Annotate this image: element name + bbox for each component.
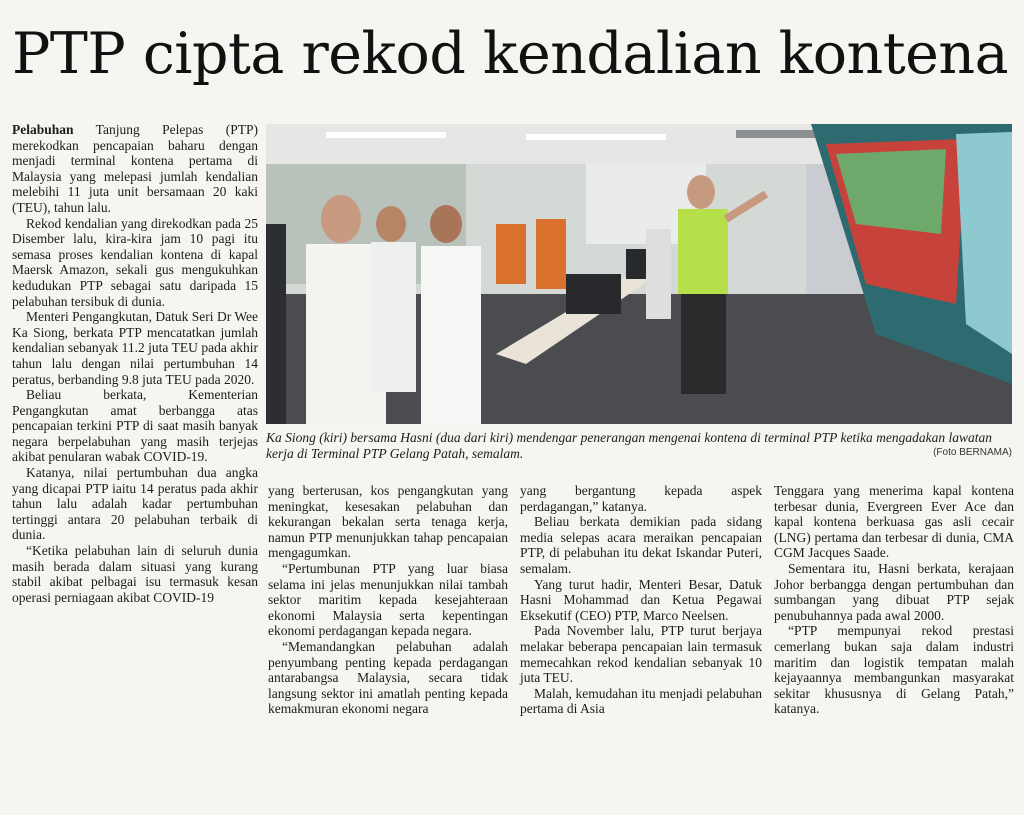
article-column-4 — [774, 483, 1014, 717]
paragraph: Katanya, nilai pertumbuhan dua angka yang dicapai PTP iaitu 14 peratus pada akhir tahun lalu adalah kadar pertumbuhan tertinggi antara 20 pelabuhan terbaik di dunia. — [12, 465, 258, 543]
photo-credit: (Foto BERNAMA) — [933, 447, 1012, 458]
paragraph: Rekod kendalian yang direkodkan pada 25 Disember lalu, kira-kira jam 10 pagi itu semasa proses kendalian kontena di kapal Maersk Amazon, sekali gus mengukuhkan kedudukan PTP sebagai satu daripada 15 pelabuhan tersibuk di dunia. — [12, 215, 258, 309]
paragraph: yang bergantung kepada aspek perdagangan,” katanya. — [520, 483, 762, 514]
paragraph: Pada November lalu, PTP turut berjaya melakar beberapa pencapaian lain termasuk memecahkan rekod kendalian sebanyak 10 juta TEU. — [520, 623, 762, 686]
paragraph: yang berterusan, kos pengangkutan yang meningkat, kesesakan pelabuhan dan kekurangan bekalan serta tenaga kerja, namun PTP menunjukkan tahap pencapaian mengagumkan. — [268, 483, 508, 561]
paragraph: Yang turut hadir, Menteri Besar, Datuk Hasni Mohammad dan Ketua Pegawai Eksekutif (CEO) PTP, Marco Neelsen. — [520, 576, 762, 623]
paragraph: “Memandangkan pelabuhan adalah penyumbang penting kepada perdagangan antarabangsa Malaysia, secara tidak langsung sektor ini amatlah penting kepada kemakmuran ekonomi negara — [268, 638, 508, 717]
article-column-1 — [12, 122, 258, 605]
paragraph: Menteri Pengangkutan, Datuk Seri Dr Wee Ka Siong, berkata PTP mencatatkan jumlah kendalian sebanyak 11.2 juta TEU pada akhir tahun lalu dengan nilai pertumbuhan 14 peratus, berbanding 9.8 juta TEU pada 2020. — [12, 309, 258, 387]
paragraph-text: Tanjung Pelepas (PTP) merekodkan pencapaian baharu dengan menjadi terminal kontena pertama di Malaysia yang melepasi jumlah kendalian melebihi 11 juta unit bersamaan 20 kaki (TEU), tahun lalu. — [12, 122, 258, 215]
lead-word: Pelabuhan — [12, 122, 74, 137]
article-column-3 — [520, 483, 762, 717]
headline: PTP cipta rekod kendalian kontena — [12, 21, 1009, 87]
paragraph: Tenggara yang menerima kapal kontena terbesar dunia, Evergreen Ever Ace dan kapal kontena berkuasa gas asli cecair (LNG) pertama dan terbesar di dunia, CMA CGM Jacques Saade. — [774, 483, 1014, 561]
paragraph: Malah, kemudahan itu menjadi pelabuhan pertama di Asia — [520, 685, 762, 717]
photo-caption: Ka Siong (kiri) bersama Hasni (dua dari kiri) mendengar penerangan mengenai kontena di terminal PTP ketika mengadakan lawatan kerja di Terminal PTP Gelang Patah, semalam. — [266, 430, 993, 461]
news-photo — [266, 124, 1012, 424]
paragraph: “Pertumbunan PTP yang luar biasa selama ini jelas menunjukkan nilai tambah sektor maritim kepada kesejahteraan ekonomi Malaysia serta kepentingan ekonomi perdagangan kepada negara. — [268, 560, 508, 639]
paragraph: Sementara itu, Hasni berkata, kerajaan Johor berbangga dengan pertumbuhan dan sumbangan yang dibuat PTP sejak penubuhannya pada awal 2000. — [774, 560, 1014, 623]
paragraph: “PTP mempunyai rekod prestasi cemerlang bukan saja dalam industri maritim dan logistik tempatan malah kejayaannya membangunkan masyarakat sekitar khususnya di Gelang Patah,” katanya. — [774, 623, 1014, 717]
paragraph: Beliau berkata, Kementerian Pengangkutan amat berbangga atas pencapaian terkini PTP di saat masih banyak negara berpelabuhan yang masih terjejas akibat penularan wabak COVID-19. — [12, 387, 258, 465]
paragraph: “Ketika pelabuhan lain di seluruh dunia masih berada dalam situasi yang kurang stabil akibat pelbagai isu termasuk kesan operasi perniagaan akibat COVID-19 — [12, 543, 258, 605]
article-column-2 — [268, 483, 508, 717]
paragraph — [12, 122, 258, 216]
paragraph: Beliau berkata demikian pada sidang media selepas acara meraikan pencapaian PTP, di pelabuhan itu dekat Iskandar Puteri, semalam. — [520, 514, 762, 576]
